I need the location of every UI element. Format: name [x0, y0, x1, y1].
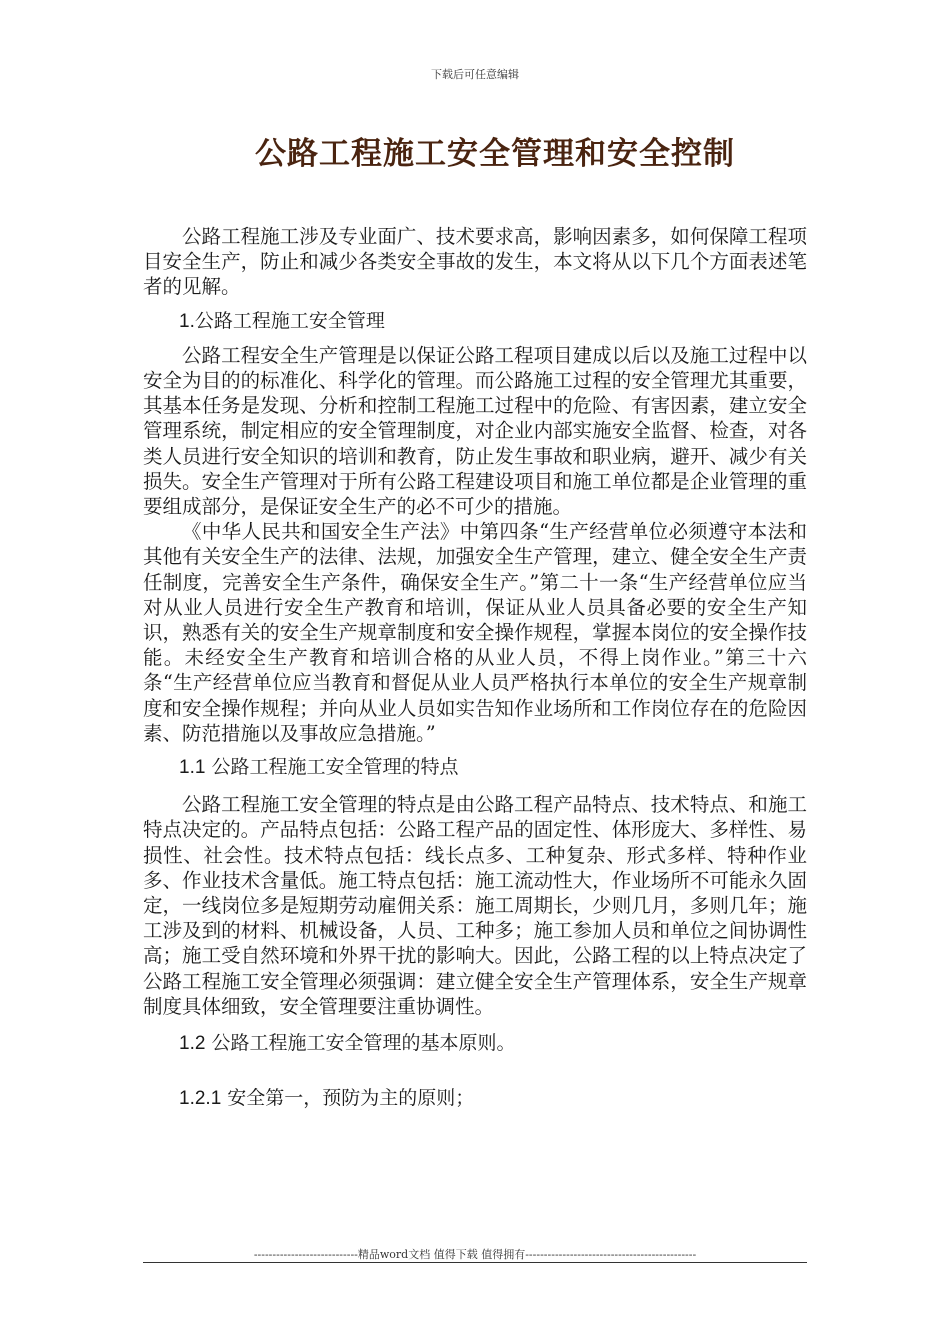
section-heading-1-2-1: [143, 1086, 807, 1111]
section-heading-1-1: [143, 755, 807, 780]
section-number: 1.1: [179, 757, 206, 779]
section-title: 公路工程施工安全管理的基本原则。: [205, 1032, 516, 1055]
body-paragraph-features: 公路工程施工安全管理的特点是由公路工程产品特点、技术特点、和施工特点决定的。产品特点包括：公路工程产品的固定性、体形庞大、多样性、易损性、社会性。技术特点包括：线长点多、工种复杂、形式多样、特种作业多、作业技术含量低。施工特点包括：施工流动性大，作业场所不可能永久固定，一线岗位多是短期劳动雇佣关系：施工周期长，少则几月，多则几年；施工涉及到的材料、机械设备，人员、工种多；施工参加人员和单位之间协调性高；施工受自然环境和外界干扰的影响大。因此，公路工程的以上特点决定了公路工程施工安全管理必须强调：建立健全安全生产管理体系，安全生产规章制度具体细致，安全管理要注重协调性。: [143, 793, 807, 1018]
section-title: 公路工程施工安全管理的特点: [205, 756, 459, 779]
body-paragraph-law: 《中华人民共和国安全生产法》中第四条“生产经营单位必须遵守本法和其他有关安全生产的法律、法规，加强安全生产管理，建立、健全安全生产责任制度，完善安全生产条件，确保安全生产。”第二十一条“生产经营单位应当对从业人员进行安全生产教育和培训，保证从业人员具备必要的安全生产知识，熟悉有关的安全生产规章制度和安全操作规程，掌握本岗位的安全操作技能。未经安全生产教育和培训合格的从业人员，不得上岗作业。”第三十六条“生产经营单位应当教育和督促从业人员严格执行本单位的安全生产规章制度和安全操作规程；并向从业人员如实告知作业场所和工作岗位存在的危险因素、防范措施以及事故应急措施。”: [143, 520, 807, 745]
page-header-note: 下载后可任意编辑: [431, 68, 519, 81]
section-number: 1.: [179, 310, 195, 332]
body-paragraph: 公路工程安全生产管理是以保证公路工程项目建成以后以及施工过程中以安全为目的的标准化、科学化的管理。而公路施工过程的安全管理尤其重要，其基本任务是发现、分析和控制工程施工过程中的危险、有害因素，建立安全管理系统，制定相应的安全管理制度，对企业内部实施安全监督、检查，对各类人员进行安全知识的培训和教育，防止发生事故和职业病，避开、减少有关损失。安全生产管理对于所有公路工程建设项目和施工单位都是企业管理的重要组成部分，是保证安全生产的必不可少的措施。: [143, 343, 807, 519]
intro-paragraph: 公路工程施工涉及专业面广、技术要求高，影响因素多，如何保障工程项目安全生产，防止和减少各类安全事故的发生，本文将从以下几个方面表述笔者的见解。: [143, 225, 807, 299]
section-number: 1.2: [179, 1033, 206, 1055]
section-title: 安全第一，预防为主的原则；: [221, 1087, 475, 1110]
section-title: 公路工程施工安全管理: [194, 309, 385, 332]
section-number: 1.2.1: [179, 1088, 222, 1110]
document-body: [143, 224, 807, 1112]
document-title: 公路工程施工安全管理和安全控制: [255, 136, 735, 172]
footer-divider: [143, 1262, 807, 1263]
section-heading-1: [143, 309, 807, 334]
section-heading-1-2: [143, 1031, 807, 1056]
page-footer-note: ----------------------------精品word文档 值得下载 值得拥有----------------------------------------------: [253, 1248, 697, 1261]
